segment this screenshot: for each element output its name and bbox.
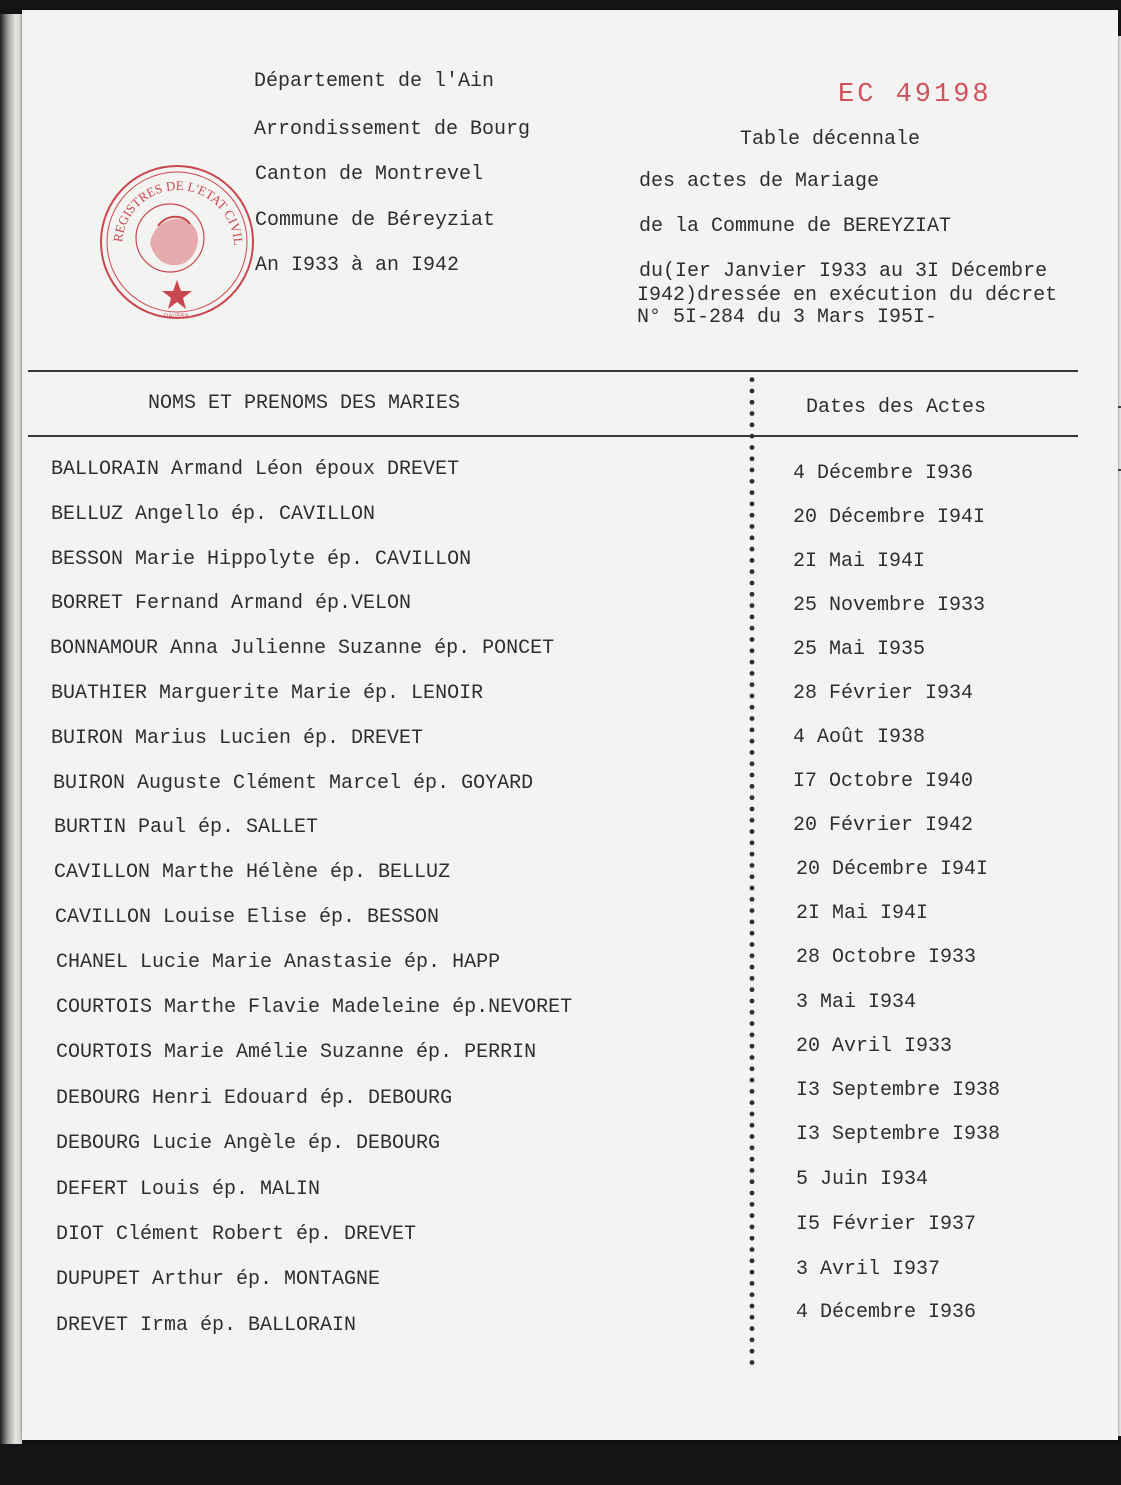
binding-edge [0,14,22,1444]
entry-date: 20 Décembre I94I [796,858,989,881]
header-decree-number: N° 5I-284 du 3 Mars I95I- [637,306,938,329]
entry-date: I5 Février I937 [796,1213,977,1236]
table-header-rule [28,435,1078,437]
entry-date: 28 Février I934 [793,682,974,705]
stamp-ring-text: REGISTRES DE L'ETAT CIVIL [110,177,247,247]
entry-date: 2I Mai I94I [793,550,926,573]
entry-name: DIOT Clément Robert ép. DREVET [56,1223,417,1246]
entry-date: I3 Septembre I938 [796,1079,1001,1102]
entry-name: BUIRON Marius Lucien ép. DREVET [51,727,424,750]
entry-name: DREVET Irma ép. BALLORAIN [56,1314,357,1337]
entry-name: COURTOIS Marie Amélie Suzanne ép. PERRIN [56,1041,537,1064]
entry-date: 25 Novembre I933 [793,594,986,617]
header-department: Département de l'Ain [254,70,495,93]
entry-date: 2I Mai I94I [796,902,929,925]
entry-name: BONNAMOUR Anna Julienne Suzanne ép. PONCET [50,637,555,660]
entry-name: BUATHIER Marguerite Marie ép. LENOIR [51,682,484,705]
entry-date: 5 Juin I934 [796,1168,929,1191]
header-commune-name: de la Commune de BEREYZIAT [639,215,952,238]
entry-name: BELLUZ Angello ép. CAVILLON [51,503,376,526]
entry-date: 20 Décembre I94I [793,506,986,529]
entry-name: CAVILLON Marthe Hélène ép. BELLUZ [54,861,451,884]
entry-name: BUIRON Auguste Clément Marcel ép. GOYARD [53,772,534,795]
entry-date: I7 Octobre I940 [793,770,974,793]
ec-number: EC 49198 [838,80,992,110]
entry-date: 3 Avril I937 [796,1258,941,1281]
entry-date: 20 Février I942 [793,814,974,837]
column-separator [748,374,756,1369]
entry-date: 4 Décembre I936 [793,462,974,485]
header-decree: I942)dressée en exécution du décret [637,284,1058,307]
entry-name: BORRET Fernand Armand ép.VELON [51,592,412,615]
entry-name: BURTIN Paul ép. SALLET [54,816,319,839]
entry-date: 20 Avril I933 [796,1035,953,1058]
entry-date: 25 Mai I935 [793,638,926,661]
stamp-maker: DAUSSY [164,314,189,320]
column-header-dates: Dates des Actes [806,396,987,419]
header-arrondissement: Arrondissement de Bourg [254,118,531,141]
entry-name: DEFERT Louis ép. MALIN [56,1178,321,1201]
header-commune: Commune de Béreyziat [255,209,496,232]
entry-name: BALLORAIN Armand Léon époux DREVET [51,458,460,481]
table-top-rule [28,370,1078,372]
entry-date: I3 Septembre I938 [796,1123,1001,1146]
header-canton: Canton de Montrevel [255,163,484,186]
entry-date: 4 Août I938 [793,726,926,749]
header-years: An I933 à an I942 [255,254,460,277]
header-period: du(Ier Janvier I933 au 3I Décembre [639,260,1048,283]
entry-name: COURTOIS Marthe Flavie Madeleine ép.NEVORET [56,996,573,1019]
entry-date: 3 Mai I934 [796,991,917,1014]
column-header-names: NOMS ET PRENOMS DES MARIES [148,392,461,415]
entry-name: CAVILLON Louise Elise ép. BESSON [55,906,440,929]
entry-name: CHANEL Lucie Marie Anastasie ép. HAPP [56,951,501,974]
register-page [22,10,1118,1440]
header-table-title: Table décennale [740,128,921,151]
entry-name: BESSON Marie Hippolyte ép. CAVILLON [51,548,472,571]
etat-civil-stamp-icon [98,160,256,320]
entry-date: 28 Octobre I933 [796,946,977,969]
header-acts: des actes de Mariage [639,170,880,193]
entry-name: DEBOURG Lucie Angèle ép. DEBOURG [56,1132,441,1155]
entry-name: DUPUPET Arthur ép. MONTAGNE [56,1268,381,1291]
entry-name: DEBOURG Henri Edouard ép. DEBOURG [56,1087,453,1110]
entry-date: 4 Décembre I936 [796,1301,977,1324]
